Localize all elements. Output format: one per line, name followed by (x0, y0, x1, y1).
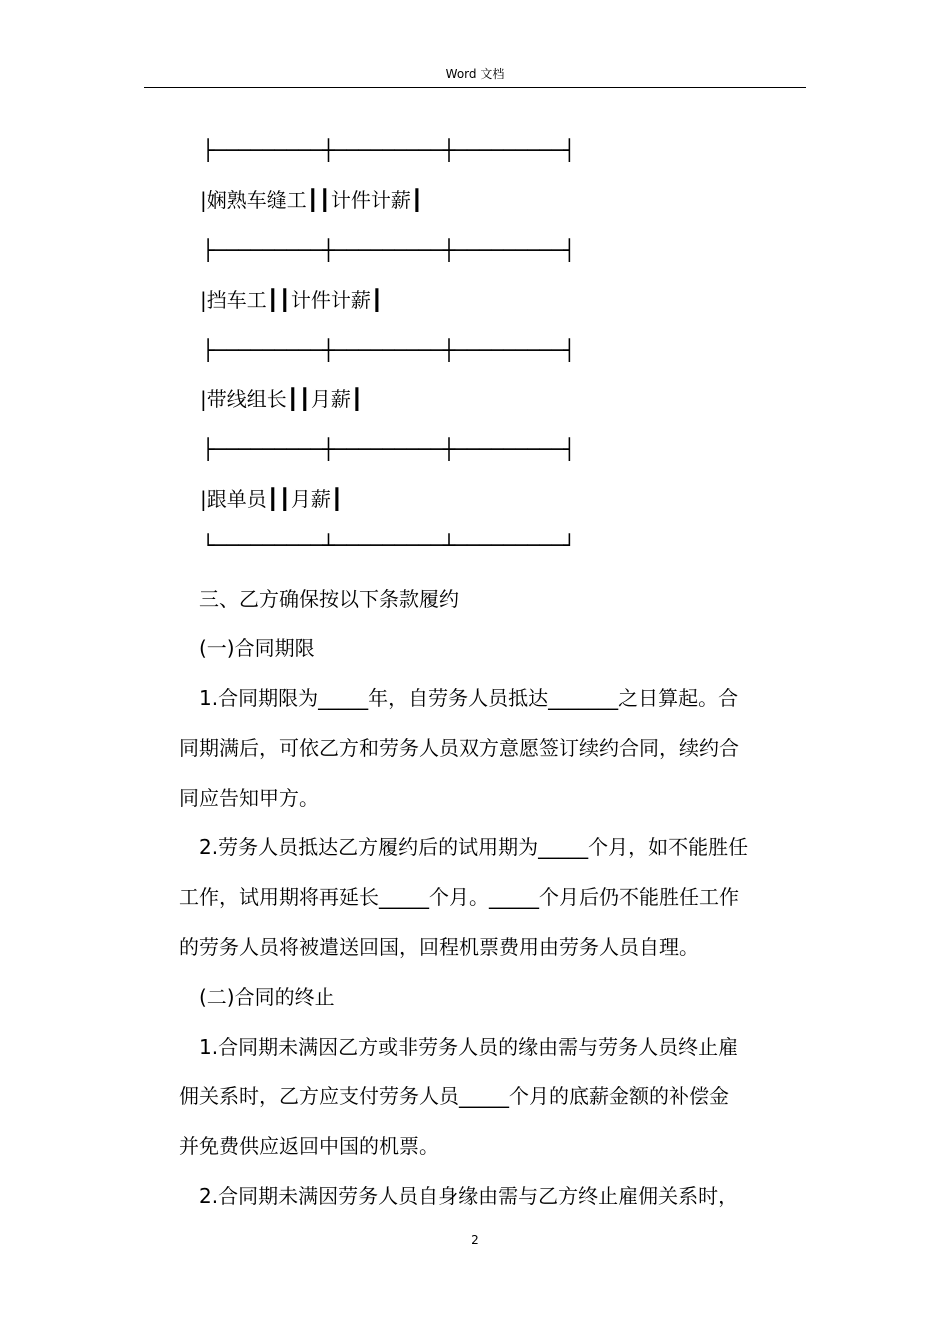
table-border-top: ├─────────┼─────────┼─────────┤ (202, 138, 576, 162)
table-row-2: |挡车工┃┃计件计薪┃ (200, 288, 383, 312)
paragraph-1-line-1: 1.合同期限为_____年，自劳务人员抵达_______之日算起。合 (199, 686, 739, 710)
paragraph-2-line-2: 工作，试用期将再延长_____个月。_____个月后仍不能胜任工作 (179, 885, 739, 909)
paragraph-2-line-1: 2.劳务人员抵达乙方履约后的试用期为_____个月，如不能胜任 (199, 835, 749, 859)
table-row-3: |带线组长┃┃月薪┃ (200, 387, 363, 411)
table-border-mid-3: ├─────────┼─────────┼─────────┤ (202, 437, 576, 461)
paragraph-1-line-3: 同应告知甲方。 (179, 786, 319, 810)
table-border-bottom: └─────────┴─────────┴─────────┘ (202, 533, 576, 557)
subsection-1-heading: (一)合同期限 (199, 636, 315, 660)
header-rule (144, 87, 806, 88)
table-row-4: |跟单员┃┃月薪┃ (200, 487, 343, 511)
header-title: Word 文档 (445, 67, 505, 81)
paragraph-1-line-2: 同期满后，可依乙方和劳务人员双方意愿签订续约合同，续约合 (179, 736, 739, 760)
subsection-2-heading: (二)合同的终止 (199, 985, 335, 1009)
table-row-1: |娴熟车缝工┃┃计件计薪┃ (200, 188, 423, 212)
section-3-heading: 三、乙方确保按以下条款履约 (199, 587, 459, 611)
paragraph-4-line-1: 2.合同期未满因劳务人员自身缘由需与乙方终止雇佣关系时， (199, 1184, 739, 1208)
paragraph-3-line-3: 并免费供应返回中国的机票。 (179, 1134, 439, 1158)
table-border-mid-1: ├─────────┼─────────┼─────────┤ (202, 238, 576, 262)
paragraph-2-line-3: 的劳务人员将被遣送回国，回程机票费用由劳务人员自理。 (179, 935, 699, 959)
page-number: 2 (471, 1233, 479, 1247)
table-border-mid-2: ├─────────┼─────────┼─────────┤ (202, 338, 576, 362)
paragraph-3-line-1: 1.合同期未满因乙方或非劳务人员的缘由需与劳务人员终止雇 (199, 1035, 739, 1059)
paragraph-3-line-2: 佣关系时，乙方应支付劳务人员_____个月的底薪金额的补偿金 (179, 1084, 729, 1108)
